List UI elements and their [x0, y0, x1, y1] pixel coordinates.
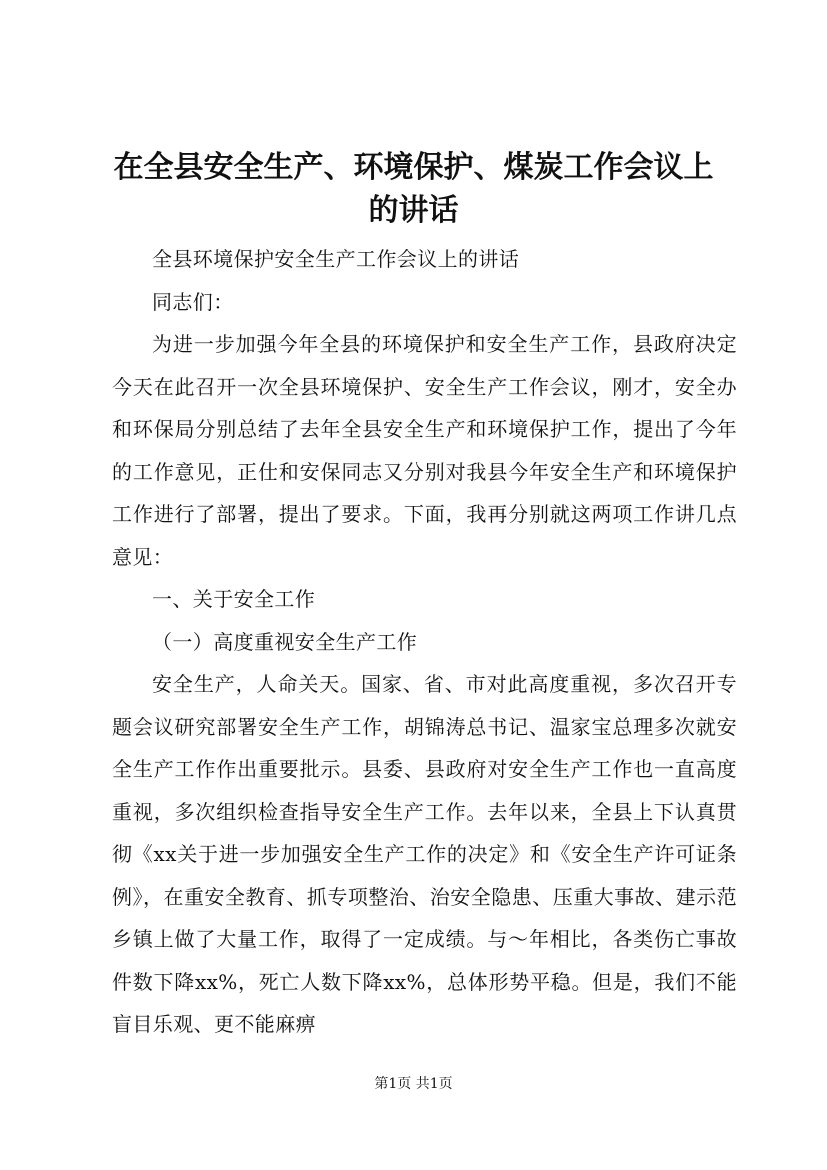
title-line-2: 的讲话 [368, 193, 459, 228]
subsection-heading: （一）高度重视安全生产工作 [152, 629, 418, 654]
document-title [100, 146, 727, 232]
document-body [112, 238, 737, 1046]
intro-paragraph: 为进一步加强今年全县的环境保护和安全生产工作，县政府决定今天在此召开一次全县环境保护、安全生产工作会议，刚才，安全办和环保局分别总结了去年全县安全生产和环境保护工作，提出了今年的工作意见，正仕和安保同志又分别对我县今年安全生产和环境保护工作进行了部署，提出了要求。下面，我再分别就这两项工作讲几点意见： [112, 332, 737, 569]
title-line-1: 在全县安全生产、环境保护、煤炭工作会议上 [113, 150, 714, 185]
body-paragraph: 安全生产，人命关天。国家、省、市对此高度重视，多次召开专题会议研究部署安全生产工作，胡锦涛总书记、温家宝总理多次就安全生产工作作出重要批示。县委、县政府对安全生产工作也一直高度重视，多次组织检查指导安全生产工作。去年以来，全县上下认真贯彻《xx关于进一步加强安全生产工作的决定》和《安全生产许可证条例》，在重安全教育、抓专项整治、治安全隐患、压重大事故、建示范乡镇上做了大量工作，取得了一定成绩。与～年相比，各类伤亡事故件数下降xx%，死亡人数下降xx%，总体形势平稳。但是，我们不能盲目乐观、更不能麻痹 [112, 672, 737, 1036]
subtitle-paragraph: 全县环境保护安全生产工作会议上的讲话 [152, 247, 520, 271]
section-heading: 一、关于安全工作 [152, 587, 316, 611]
salutation-paragraph: 同志们： [152, 289, 234, 314]
page-number-footer: 第1页 共1页 [374, 1076, 453, 1092]
